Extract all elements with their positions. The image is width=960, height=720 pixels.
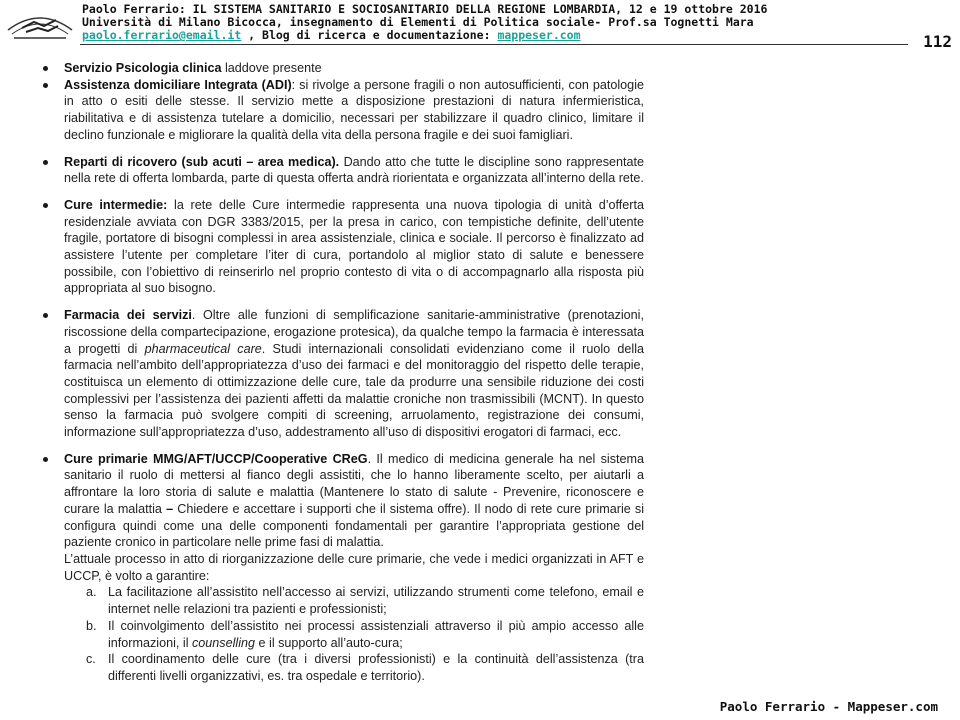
handshake-logo-icon [4,4,76,42]
blog-link[interactable]: mappeser.com [497,28,581,42]
list-item [40,154,644,187]
list-item [40,197,644,297]
sub-text: Il coinvolgimento dell’assistito nei processi assistenziali attraverso il più ampio accesso alle informazioni, il [108,618,644,650]
item-text: : si rivolge a persone fragili o non autosufficienti, con patologie in atto o esiti delle stesse. Il servizio mette a disposizione prestazioni di natura infermieristica, riabilitativa e di assistenza tutelare a domicilio, necessari per stabilizzare il quadro clinico, limitare il declino funzionale e migliorare la qualità della vita della persona fragile e dei suoi famigliari. [64,77,644,142]
header-blog-label: , Blog di ricerca e documentazione: [241,28,498,42]
item-italic: pharmaceutical care [144,341,262,356]
slide-header [0,0,960,51]
item-text: . Il medico di medicina generale ha nel sistema sanitario il ruolo di mettersi al fianco degli assistiti, che lo hanno liberamente scelto, per aiutarli a affrontare la loro storia di salute e malattia (Mantenere lo stato di salute - Prevenire, riconoscere e curare la malattia [64,451,644,516]
footer-credit: Paolo Ferrario - Mappeser.com [719,699,938,714]
item-text: Dando atto che tutte le discipline sono rappresentate nella rete di offerta lombarda, parte di questa offerta andrà riorientata e organizzata all’interno della rete. [64,154,645,186]
item-text: Chiedere e accettare i supporti che il sistema offre). Il nodo di rete cure primarie si configura quindi come una delle componenti fondamentali per garantire l’appropriata gestione del paziente cronico in particolare nelle prime fasi di malattia. [64,501,644,550]
bullet-icon [43,457,48,462]
item-text: . Oltre alle funzioni di semplificazione sanitarie-amministrative (prenotazioni, riscossione della compartecipazione, erogazione protesica), da qualche tempo la farmacia è interessata a progetti di [64,308,644,356]
item-title: Servizio Psicologia clinica [64,61,222,75]
list-item [40,451,644,685]
sub-item [64,584,644,617]
item-text: la rete delle Cure intermedie rappresenta una nuova tipologia di unità d’offerta residenziale avviata con DGR 3383/2015, per la presa in carico, con tempistiche definite, dell’utente fragile, portatore di bisogni complessi in area assistenziale, clinica e sociale. Il percorso è finalizzato ad assistere l’utente per completare l’iter di cura, portandolo al miglior stato di salute e benessere possibile, con l’obiettivo di reinserirlo nel proprio contesto di vita o di accompagnarlo alla risposta più appropriata al suo bisogno. [64,197,644,296]
bullet-icon [43,160,48,165]
sub-italic: counselling [192,635,256,650]
list-item [40,60,644,77]
list-item [40,307,644,441]
page-number: 112 [923,32,952,51]
item-title: Assistenza domiciliare Integrata (ADI) [64,77,292,92]
header-title: Paolo Ferrario: IL SISTEMA SANITARIO E SOCIOSANITARIO DELLA REGIONE LOMBARDIA, 12 e 19 ottobre 2016 [82,2,768,16]
sub-item [64,618,644,651]
header-text [82,3,872,42]
item-paragraph [64,451,644,551]
item-title: Cure primarie MMG/AFT/UCCP/Cooperative CReG [64,451,368,466]
header-divider [80,44,908,45]
item-text: . Studi internazionali consolidati evidenziano come il ruolo della farmacia nell’ambito dell’appropriatezza d’uso dei farmaci e del monitoraggio del rispetto delle terapie, costituisca un elemento di ottimizzazione delle cure, tale da produrre una sensibile riduzione dei costi complessivi per l’assistenza dei pazienti affetti da malattie croniche non trasmissibili (MCNT). In questo senso la farmacia può svolgere compiti di screening, arruolamento, registrazione dei consumi, informazione sull’appropriatezza d’uso, addestramento all’uso di dispositivi erogatori di farmaci, ecc. [64,341,645,440]
item-paragraph: L’attuale processo in atto di riorganizzazione delle cure primarie, che vede i medici organizzati in AFT e UCCP, è volto a garantire: [64,551,644,583]
bullet-icon [43,203,48,208]
header-course: Università di Milano Bicocca, insegnamento di Elementi di Politica sociale- Prof.sa Tognetti Mara [82,15,754,29]
email-link[interactable]: paolo.ferrario@email.it [82,28,242,42]
bullet-icon [43,313,48,318]
item-text: laddove presente [221,61,322,75]
list-item [40,77,644,144]
sub-item [64,651,644,684]
item-title: Reparti di ricovero (sub acuti – area medica). [64,154,340,169]
bullet-icon [43,83,48,88]
sub-text: e il supporto all’auto-cura; [255,635,403,650]
sub-marker: c. [86,652,96,667]
document-body [40,60,644,695]
sub-text: Il coordinamento delle cure (tra i diversi professionisti) e la continuità dell’assistenza (tra differenti livelli organizzativi, es. tra ospedale e territorio). [108,652,644,683]
item-title: Cure intermedie: [64,197,168,212]
header-contacts [82,29,872,42]
sub-list [64,584,644,684]
item-title: Farmacia dei servizi [64,308,192,323]
item-dash: – [166,501,174,516]
sub-marker: a. [86,585,97,600]
sub-marker: b. [86,618,97,633]
bullet-icon [43,66,48,71]
sub-text: La facilitazione all’assistito nell’accesso ai servizi, utilizzando strumenti come telefono, email e internet nelle relazioni tra pazienti e professionisti; [108,585,644,617]
